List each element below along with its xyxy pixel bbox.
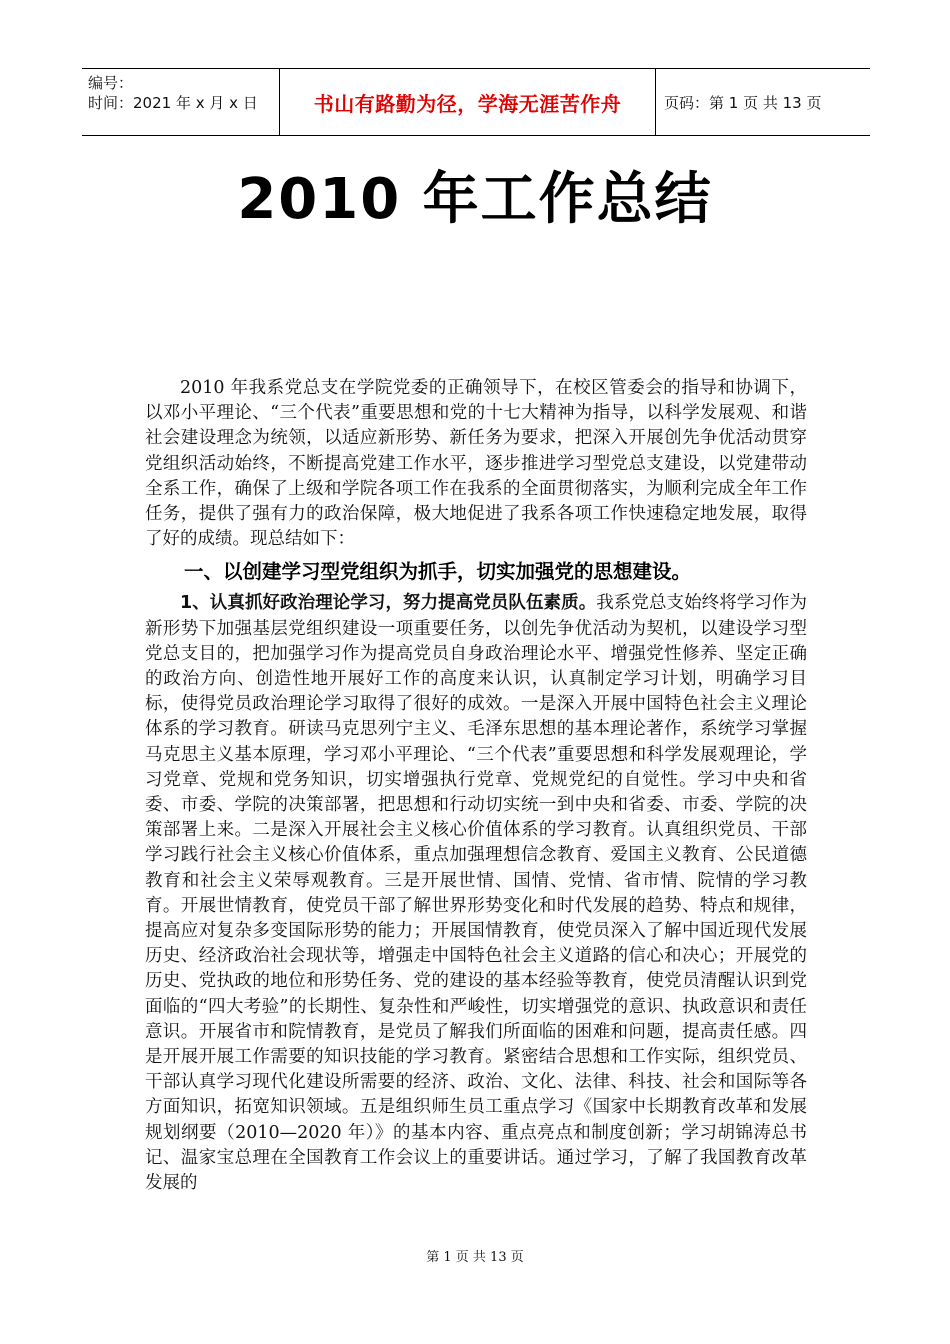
document-title: 2010 年工作总结 — [237, 167, 713, 232]
section-heading: 一、以创建学习型党组织为抓手，切实加强党的思想建设。 — [184, 560, 692, 584]
document-body — [145, 376, 807, 1196]
header-meta-cell — [82, 69, 280, 135]
item1-heading: 1、认真抓好政治理论学习，努力提高党员队伍素质。 — [180, 593, 597, 614]
page-footer: 第 1 页 共 13 页 — [426, 1250, 524, 1265]
date-label: 时间：2021 年 x 月 x 日 — [88, 94, 258, 112]
motto-text: 书山有路勤为径，学海无涯苦作舟 — [313, 91, 622, 116]
item1-text: 我系党总支始终将学习作为新形势下加强基层党组织建设一项重要任务，以创先争优活动为契机，以建设学习型党总支目的，把加强学习作为提高党员自身政治理论水平、增强党性修养、坚定正确的政治方向、创造性地开展好工作的高度来认识，认真制定学习计划，明确学习目标，使得党员政治理论学习取得了很好的成效。一是深入开展中国特色社会主义理论体系的学习教育。研读马克思列宁主义、毛泽东思想的基本理论著作，系统学习掌握马克思主义基本原理，学习邓小平理论、“三个代表”重要思想和科学发展观理论，学习党章、党规和党务知识，切实增强执行党章、党规党纪的自觉性。学习中央和省委、市委、学院的决策部署，把思想和行动切实统一到中央和省委、市委、学院的决策部署上来。二是深入开展社会主义核心价值体系的学习教育。认真组织党员、干部学习践行社会主义核心价值体系，重点加强理想信念教育、爱国主义教育、公民道德教育和社会主义荣辱观教育。三是开展世情、国情、党情、省市情、院情的学习教育。开展世情教育，使党员干部了解世界形势变化和时代发展的趋势、特点和规律，提高应对复杂多变国际形势的能力；开展国情教育，使党员深入了解中国近现代发展历史、经济政治社会现状等，增强走中国特色社会主义道路的信心和决心；开展党的历史、党执政的地位和形势任务、党的建设的基本经验等教育，使党员清醒认识到党面临的“四大考验”的长期性、复杂性和严峻性，切实增强党的意识、执政意识和责任意识。开展省市和院情教育，是党员了解我们所面临的困难和问题，提高责任感。四是开展开展工作需要的知识技能的学习教育。紧密结合思想和工作实际，组织党员、干部认真学习现代化建设所需要的经济、政治、文化、法律、科技、社会和国际等各方面知识，拓宽知识领域。五是组织师生员工重点学习《国家中长期教育改革和发展规划纲要（2010—2020 年）》的基本内容、重点亮点和制度创新；学习胡锦涛总书记、温家宝总理在全国教育工作会议上的重要讲话。通过学习，了解了我国教育改革发展的 — [145, 593, 807, 1194]
page-info: 页码：第 1 页 共 13 页 — [664, 93, 822, 112]
header-motto-cell — [280, 69, 656, 135]
document-header-table — [82, 68, 870, 136]
header-page-cell — [656, 69, 870, 135]
doc-number-label: 编号： — [88, 74, 134, 92]
item1-paragraph — [145, 591, 807, 1196]
intro-paragraph: 2010 年我系党总支在学院党委的正确领导下，在校区管委会的指导和协调下，以邓小平理论、“三个代表”重要思想和党的十七大精神为指导，以科学发展观、和谐社会建设理念为统领，以适应新形势、新任务为要求，把深入开展创先争优活动贯穿党组织活动始终，不断提高党建工作水平，逐步推进学习型党总支建设，以党建带动全系工作，确保了上级和学院各项工作在我系的全面贯彻落实，为顺利完成全年工作任务，提供了强有力的政治保障，极大地促进了我系各项工作快速稳定地发展，取得了好的成绩。现总结如下： — [145, 378, 807, 550]
